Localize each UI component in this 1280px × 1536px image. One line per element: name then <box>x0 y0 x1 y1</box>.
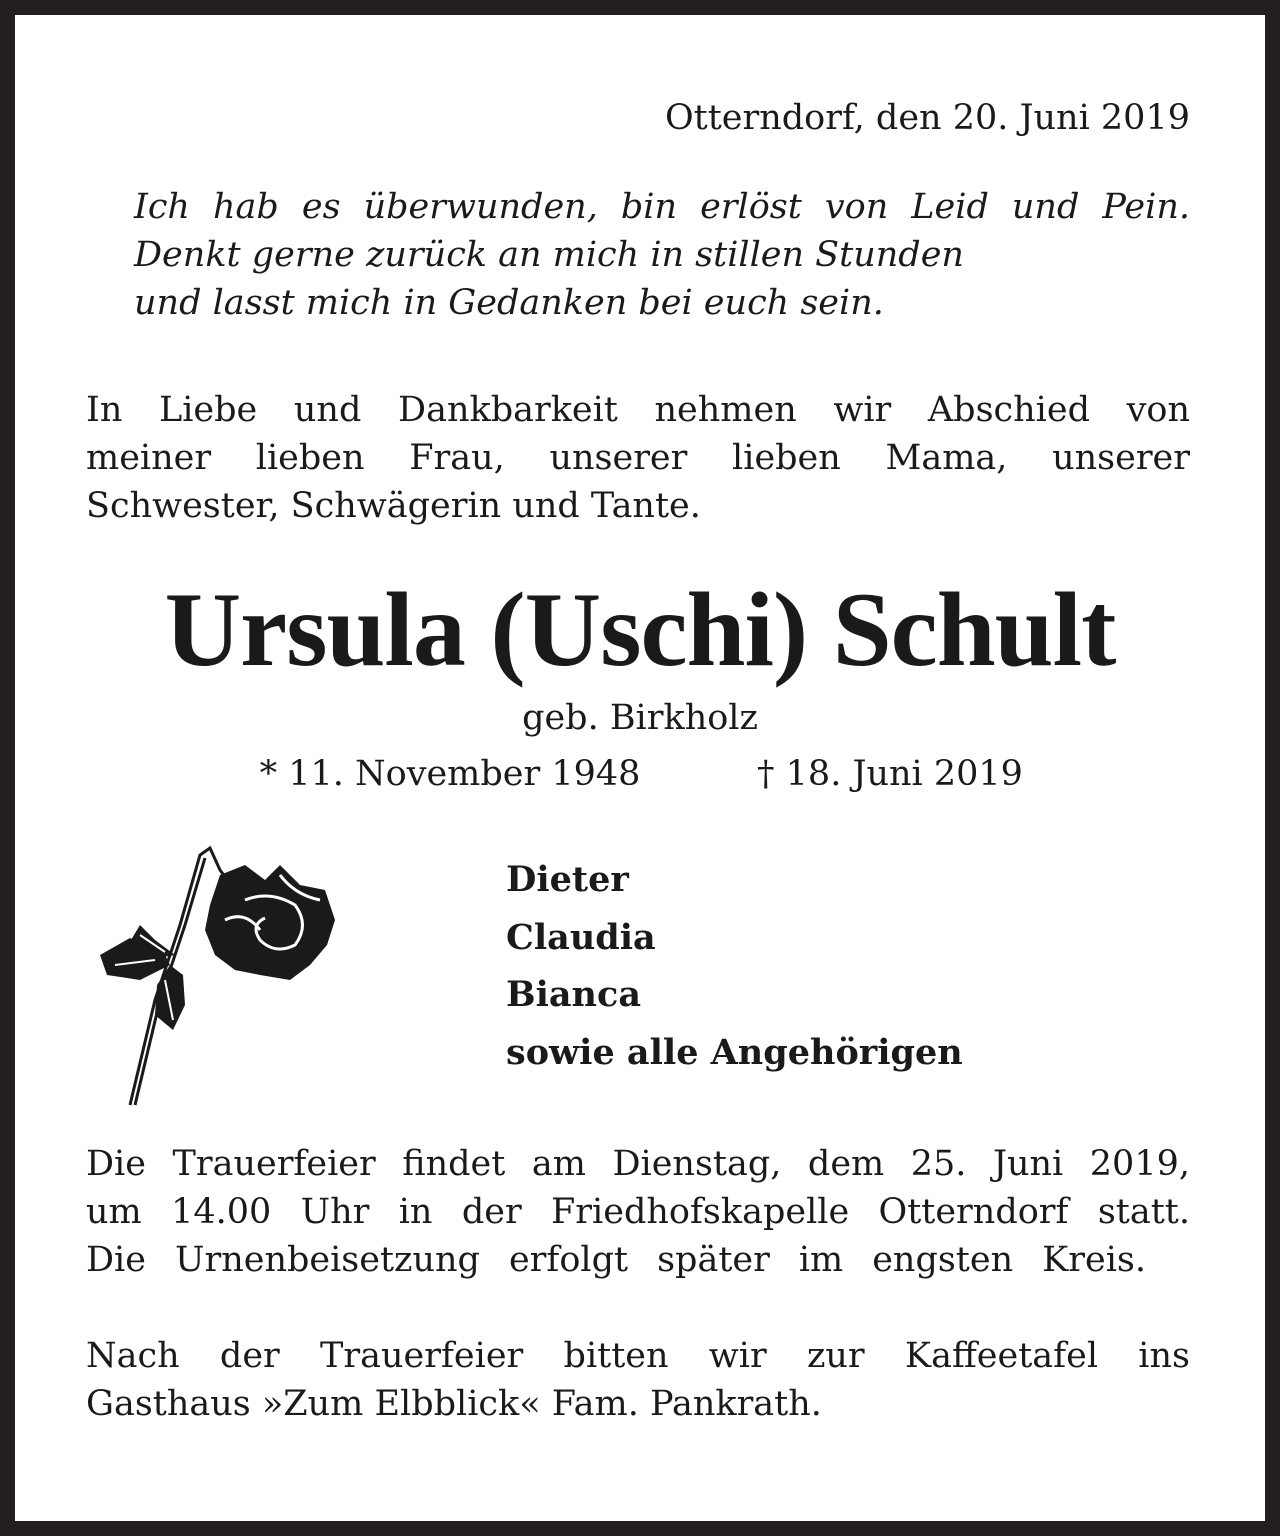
mourners-list <box>506 851 963 1081</box>
death-date: † 18. Juni 2019 <box>757 754 1023 794</box>
mourner: Dieter <box>506 859 629 900</box>
funeral-paragraph <box>86 1140 1190 1284</box>
rose-illustration <box>95 830 355 1115</box>
funeral-line: Die Urnenbeisetzung erfolgt später im engsten Kreis. <box>86 1240 1146 1280</box>
reception-paragraph <box>86 1332 1190 1428</box>
quote <box>134 183 1190 327</box>
deceased-name: Ursula (Uschi) Schult <box>164 571 1116 688</box>
quote-line: Ich hab es überwunden, bin erlöst von Leid und Pein. <box>134 187 1190 227</box>
funeral-line: um 14.00 Uhr in der Friedhofskapelle Otterndorf statt. <box>86 1192 1190 1232</box>
mourner: sowie alle Angehörigen <box>506 1031 963 1073</box>
reception-line: Gasthaus »Zum Elbblick« Fam. Pankrath. <box>86 1384 822 1424</box>
birth-date: * 11. November 1948 <box>259 754 641 794</box>
birth-name: geb. Birkholz <box>522 698 758 738</box>
mourner: Bianca <box>506 974 641 1015</box>
funeral-line: Die Trauerfeier findet am Dienstag, dem 25. Juni 2019, <box>86 1144 1190 1184</box>
quote-line: Denkt gerne zurück an mich in stillen Stunden <box>134 235 964 275</box>
intro-line: Schwester, Schwägerin und Tante. <box>86 486 701 526</box>
intro-line: meiner lieben Frau, unserer lieben Mama, unserer <box>86 438 1190 478</box>
mourner: Claudia <box>506 916 656 958</box>
obituary-notice <box>15 15 1265 1521</box>
reception-line: Nach der Trauerfeier bitten wir zur Kaffeetafel ins <box>86 1336 1190 1376</box>
intro-line: In Liebe und Dankbarkeit nehmen wir Abschied von <box>86 390 1190 430</box>
place-date: Otterndorf, den 20. Juni 2019 <box>664 98 1190 138</box>
quote-line: und lasst mich in Gedanken bei euch sein. <box>134 283 884 323</box>
intro-paragraph <box>86 386 1190 530</box>
